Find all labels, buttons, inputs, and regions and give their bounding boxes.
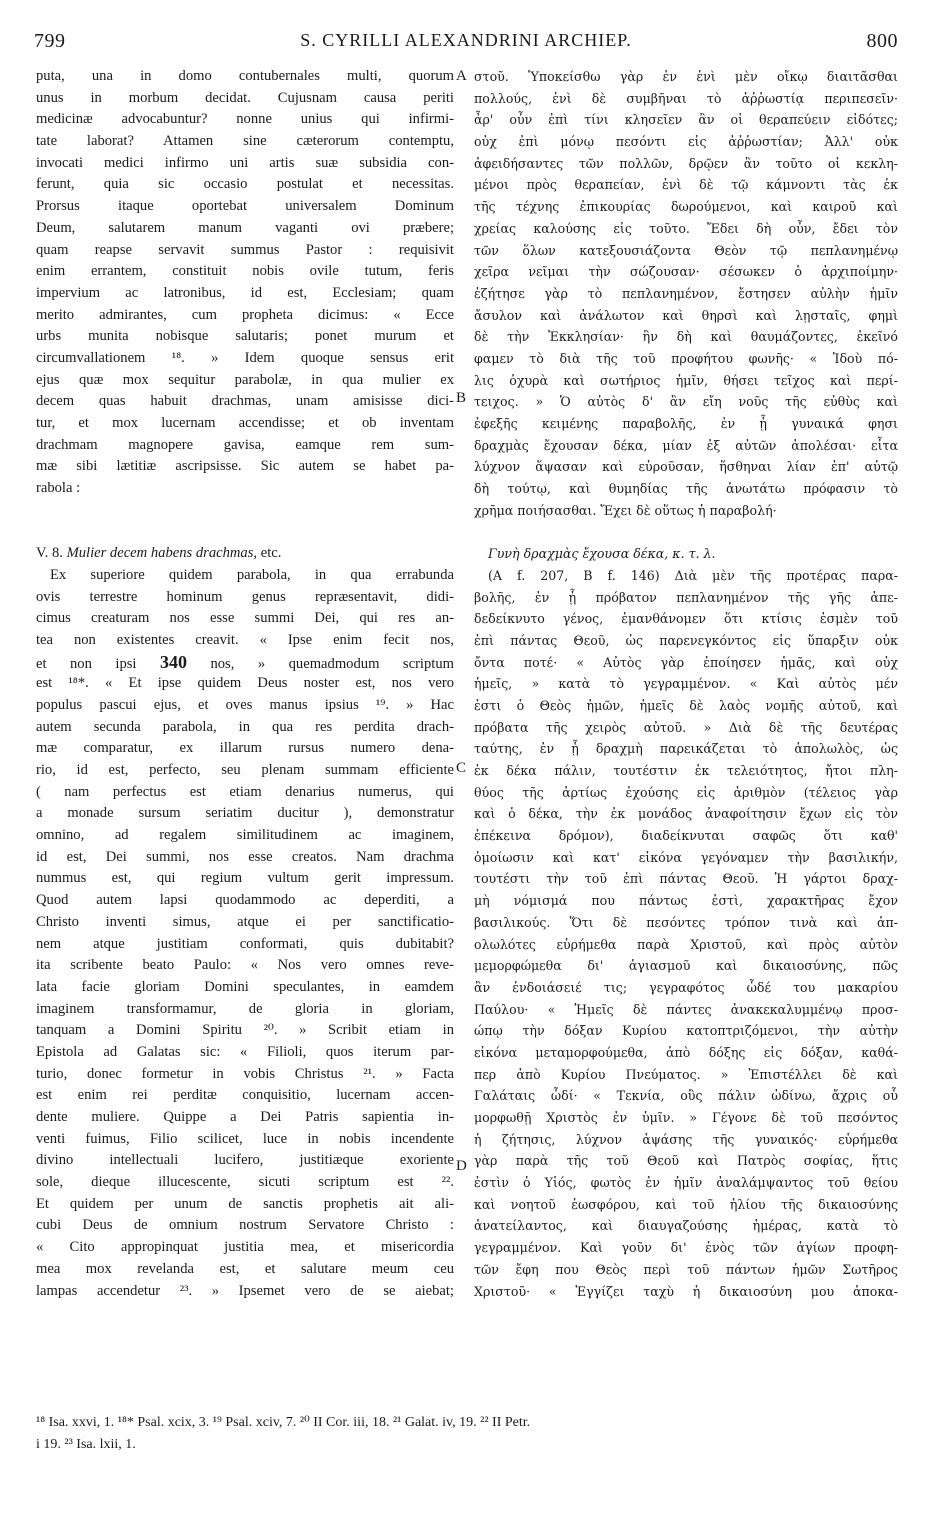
latin-paragraph-1	[36, 66, 454, 500]
text-line: ἀφειδήσαντες τῶν πολλῶν, δρῷεν ἂν τοῦτο οἱ κεκλη-	[474, 155, 898, 171]
text-line: ita scribente beato Paulo: « Nos vero omnes reve-	[36, 957, 454, 974]
text-line: ejus quæ mox sequitur parabolæ, in qua mulier ex	[36, 371, 454, 388]
text-line: λύχνον ἅψασαν καὶ εὑροῦσαν, ἥσθηναι λίαν ἐπ' αὐτῷ	[474, 459, 898, 475]
section-heading-greek: Γυνὴ δραχμὰς ἔχουσα δέκα, κ. τ. λ.	[488, 546, 716, 562]
text-line: id est, Dei summi, nos esse creatos. Nam drachma	[36, 848, 454, 865]
text-line: δὴ τούτῳ, καὶ θυμηδίας τῆς ἀνωτάτω πρόφασιν τὸ	[474, 481, 898, 497]
text-line: ώπῳ τὴν δόξαν Κυρίου κατοπτριζόμενοι, τὴν αὐτὴν	[474, 1023, 898, 1039]
page-number-right: 800	[866, 30, 898, 52]
text-line: ἀνατείλαντος, καὶ διαυγαζούσης ἡμέρας, κατὰ τὸ	[474, 1218, 898, 1234]
text-line: ferunt, quia sic occasio postulat et necessitas.	[36, 176, 454, 193]
text-line: unus in morbum decidat. Cujusnam causa periti	[36, 89, 454, 106]
text-line: venti fuimus, Filio scilicet, luce in nobis incendente	[36, 1130, 454, 1147]
text-line: ἐπὶ πάντας Θεοῦ, ὡς παρενεγκόντος εἰς ὕπαρξιν οὐκ	[474, 632, 898, 648]
text-line: Deum, salutarem manum vaganti ovi præbere;	[36, 219, 454, 236]
text-line: οὐχ ἐπὶ μόνῳ πεσόντι εἰς ἀῤῥωστίαν; Ἀλλ' οὐκ	[474, 134, 898, 150]
text-line: tate laborat? Attamen sine cæterorum contemptu,	[36, 133, 454, 150]
margin-marker-d: D	[456, 1158, 467, 1174]
migne-column-number: 340	[159, 651, 187, 672]
text-line: merito admirantes, cum propheta dicimus: « Ecce	[36, 306, 454, 323]
text-line: dente muliere. Quippe a Dei Patris sapientia in-	[36, 1109, 454, 1125]
text-line: autem secunda parabola, in qua res perdita drach-	[36, 718, 454, 735]
text-line: nem atque justitiam conformati, quis dubitabit?	[36, 935, 454, 952]
text-line: imaginem transformamur, de gloria in gloriam,	[36, 1000, 454, 1017]
text-line: μὴ νόμισμά που πάντως ἐστὶ, χαρακτῆρας ἔχον	[474, 893, 898, 909]
text-line: τῶν ὅλων κατεξουσιάζοντα Θεὸν τῷ πεπλανημένῳ	[474, 242, 898, 258]
text-line: ἐκ δέκα πάλιν, τουτέστιν ἐκ τελειότητος, ἤτοι πλη-	[474, 763, 898, 778]
text-line: ἐστὶν ὁ Υἱός, φωτὸς ἐν ἡμῖν ἀναλάμψαντος τοῦ θείου	[474, 1175, 898, 1191]
text-line: mæ sibi lætitiæ ascripsisse. Sic autem se habet pa-	[36, 458, 454, 475]
text-line: δραχμὰς ἔχουσαν δέκα, μίαν ἐξ αὐτῶν ἀπολέσαι· εἶτα	[474, 437, 898, 453]
text-line: quam reapse servavit summus Pastor : requisivit	[36, 241, 454, 258]
text-line: lata facie gloriam Domini speculantes, in eamdem	[36, 978, 454, 995]
text-line: cimus creaturam nos esse summi Dei, qui res an-	[36, 610, 454, 627]
margin-marker-b: B	[456, 390, 467, 406]
text-line: καὶ νοητοῦ ἑωσφόρου, καὶ τοῦ ἡλίου τῆς δικαιοσύνης	[474, 1196, 898, 1212]
latin-column	[36, 66, 454, 1302]
text-line: Epistola ad Galatas sic: « Filioli, quos iterum par-	[36, 1043, 454, 1060]
text-line: tea non existentes creavit. « Ipse enim fecit nos,	[36, 631, 454, 648]
text-line: μορφωθῇ Χριστὸς ἐν ὑμῖν. » Γέγονε δὲ τοῦ πεσόντος	[474, 1110, 898, 1125]
text-line: εἰκόνα μεταμορφούμεθα, ἀπὸ δόξης εἰς δόξαν, καθά-	[474, 1044, 898, 1060]
page-header	[34, 30, 898, 58]
text-line: decem quas habuit drachmas, unam amisisse dici-	[36, 393, 454, 410]
text-line: invocati medici infirmo uni artis suæ subsidia con-	[36, 154, 454, 171]
text-line: ὄντα ποτέ· « Αὐτὸς γὰρ ἐποίησεν ἡμᾶς, καὶ οὐχ	[474, 654, 898, 670]
text-line: puta, una in domo contubernales multi, quorum	[36, 68, 454, 84]
text-line: rabola :	[36, 480, 81, 497]
text-line: populus pascui ejus, et oves manus ipsius ¹⁹. » Hac	[36, 696, 454, 713]
margin-marker-c: C	[456, 760, 467, 776]
text-line: « Cito appropinquat justitia mea, et misericordia	[36, 1239, 454, 1256]
text-line: βολῆς, ἐν ᾗ πρόβατον πεπλανημένον τῆς γῆς ἀπε-	[474, 589, 898, 605]
text-line: ἐπέκεινα δρόμον), διαδείκνυται σαφῶς ὅτι καθ'	[474, 828, 898, 844]
text-line: Quod autem lapsi quodammodo ac deperditi, a	[36, 892, 454, 909]
footnote-line: ¹⁸ Isa. xxvi, 1. ¹⁸* Psal. xcix, 3. ¹⁹ Psal. xciv, 7. ²⁰ II Cor. iii, 18. ²¹ Galat. iv, 19. ²² II Petr.	[36, 1415, 531, 1430]
text-line: Christo inventi simus, atque ei per sanctificatio-	[36, 913, 454, 930]
text-line: tanquam a Domini Spiritu ²⁰. » Scribit etiam in	[36, 1022, 454, 1039]
text-line: ἆρ' οὖν ἐπὶ τίνι κλησεῖεν ἂν οἱ θεραπεύειν εἰδότες;	[474, 112, 898, 128]
text-line: mæ comparatur, ex illarum rursus numero dena-	[36, 740, 454, 757]
text-line: πολλούς, ἑνὶ δὲ συμβῆναι τὸ ἀῤῥωστίᾳ περιπεσεῖν·	[474, 90, 898, 106]
text-line: ( nam perfectus est etiam denarius numerus, qui	[36, 783, 454, 800]
text-line: enim errantem, constituit nobis ovile tutum, feris	[36, 263, 454, 280]
text-line: rio, id est, perfecto, seu plenam summam efficiente	[36, 762, 454, 778]
text-line: φαμεν τὸ διὰ τῆς τοῦ προφήτου φωνῆς· « Ἰδοὺ πό-	[474, 350, 898, 366]
text-line: ἐστι ὁ Θεὸς ἡμῶν, ἡμεῖς δὲ λαὸς νομῆς αὐτοῦ, καὶ	[474, 697, 898, 713]
text-line: περ ἀπὸ Κυρίου Πνεύματος. » Ἐπιστέλλει δὲ καὶ	[474, 1066, 898, 1082]
text-line: est enim rei perditæ conquisitio, lucernam accen-	[36, 1087, 454, 1104]
text-line: Χριστοῦ· « Ἐγγίζει ταχὺ ἡ δικαιοσύνη μου ἀποκα-	[474, 1283, 898, 1299]
text-line: στοῦ. Ὑποκείσθω γὰρ ἐν ἑνὶ μὲν οἴκῳ διαιτᾶσθαι	[474, 69, 898, 84]
text-line: πρόβατα τῆς χειρὸς αὐτοῦ. » Διὰ δὲ τῆς δευτέρας	[474, 719, 898, 735]
running-title: S. CYRILLI ALEXANDRINI ARCHIEP.	[300, 30, 632, 50]
text-line: μεμορφώμεθα δι' ἁγιασμοῦ καὶ δικαιοσύνης, πῶς	[474, 958, 898, 974]
text-line: a monade sursum seriatim ducitur ), demonstratur	[36, 805, 454, 822]
text-line: ovis terrestre hominum genus repræsentavit, didi-	[36, 588, 454, 605]
text-line: βασιλικούς. Ὅτι δὲ πεσόντες τρόπον τινὰ καὶ ἀπ-	[474, 914, 898, 930]
text-line: ὁμοίωσιν καὶ κατ' εἰκόνα γεγόναμεν τὴν βασιλικήν,	[474, 849, 898, 865]
text-line: καὶ ὁ δέκα, τὴν ἐκ μονάδος ἀναφοίτησιν ἔχων εἰς τὸν	[474, 806, 898, 822]
text-line: turio, donec formetur in vobis Christus ²¹. » Facta	[36, 1065, 454, 1082]
text-line: ολωλότες εὑρήμεθα παρὰ Χριστοῦ, καὶ πρὸς αὐτὸν	[474, 936, 898, 952]
text-line: medicinæ advocabuntur? nonne unius qui infirmi-	[36, 111, 454, 128]
text-line: lampas accendetur ²³. » Ipsemet vero de se aiebat;	[36, 1282, 454, 1299]
text-line: cubi Deus de omnium nostrum Servatore Christo :	[36, 1217, 454, 1234]
text-line: tur, et mox lucernam accendisse; et ob inventam	[36, 415, 454, 431]
text-line: τειχος. » Ὁ αὐτὸς δ' ἂν εἴη νοῦς τῆς εὐθὺς καὶ	[474, 394, 898, 410]
text-line: drachmam magnopere gavisa, eamque rem sum-	[36, 436, 454, 453]
text-line: λις ὀχυρὰ καὶ σωτήριος ἡμῖν, θήσει τεῖχος καὶ περί-	[474, 372, 898, 388]
text-line: δὲ τὴν Ἐκκλησίαν· ἣν δὴ καὶ θαυμάζοντες, ἐκεῖνό	[474, 329, 898, 345]
text-line: ἐζήτησε γὰρ τὸ πεπλανημένον, ἔστησεν αὐλὴν ἡμῖν	[474, 285, 898, 301]
greek-paragraph-1	[474, 66, 898, 521]
text-line: urbs munita nobisque salutaris; ponet murum et	[36, 328, 454, 345]
text-line: χεῖρα νεῖμαι τὴν σώζουσαν· σέσωκεν ὁ ἀρχιποίμην·	[474, 264, 898, 280]
text-line: γεγραμμένον. Καὶ γοῦν δι' ἑνὸς τῶν ἁγίων προφη-	[474, 1240, 898, 1256]
footnotes	[36, 1412, 898, 1456]
text-line: circumvallationem ¹⁸. » Idem quoque sensus erit	[36, 349, 454, 366]
text-line: omnino, ad regalem similitudinem ac imaginem,	[36, 827, 454, 844]
text-line: Et quidem per unum de sanctis prophetis ait ali-	[36, 1195, 454, 1212]
text-line: impervium ac latronibus, id est, Ecclesiam; quam	[36, 284, 454, 301]
text-line: sole, dieque illucescente, sicuti scriptum est ²².	[36, 1174, 454, 1191]
text-line: Γαλάταις ὧδί· « Τεκνία, οὓς πάλιν ὠδίνω, ἄχρις οὗ	[474, 1088, 898, 1104]
text-line: ἡ ζήτησις, λύχνον ἁψάσης τῆς γυναικός· εὑρήμεθα	[474, 1131, 898, 1147]
text-line: τῆς τέχνης ἐπικουρίας δωρούμενοι, καὶ καιροῦ καὶ	[474, 199, 898, 215]
text-line: Παύλου· « Ἡμεῖς δὲ πάντες ἀνακεκαλυμμένῳ προσ-	[474, 1001, 898, 1017]
text-line: nummus est, qui regium vultum gerit impressum.	[36, 870, 454, 887]
text-line: Ex superiore quidem parabola, in qua errabunda	[50, 566, 454, 583]
text-line: (A f. 207, B f. 146) Διὰ μὲν τῆς προτέρας παρα-	[488, 567, 898, 583]
text-line: ἂν ἐνδοιάσειέ τις; γεγραφότος ὧδέ του μακαρίου	[474, 979, 898, 995]
section-heading-latin: V. 8. Mulier decem habens drachmas, etc.	[36, 545, 282, 562]
text-line: τῶν ἔφη που Θεὸς περὶ τοῦ πάντων ἡμῶν Σωτῆρος	[474, 1261, 898, 1277]
text-line: τουτέστι τὴν τοῦ ἐπὶ πάντας Θεοῦ. Ἡ γάρτοι δραχ-	[474, 871, 898, 887]
text-line: χρῆμα ποιήσασθαι. Ἔχει δὲ οὕτως ἡ παραβολή·	[474, 502, 777, 518]
footnote-line: i 19. ²³ Isa. lxii, 1.	[36, 1437, 136, 1452]
text-line: ἐφεξῆς κειμένης παραβολῆς, ἐν ᾗ γυναικά φησι	[474, 416, 898, 431]
text-line: et non ipsi 340 nos, » quemadmodum scriptum	[36, 651, 454, 672]
text-line: δεδείκνυτο γένος, ἐμανθάνομεν ὅτι κτίσις ἐσμὲν τοῦ	[474, 611, 898, 627]
text-line: θύος τῆς ἀρτίως ἐχούσης εἰς ἀριθμὸν (τέλειος γὰρ	[474, 784, 898, 800]
text-line: ταύτης, ἐν ᾗ δραχμὴ παρεικάζεται τὸ ἀπολωλὸς, ὡς	[474, 741, 898, 757]
text-line: μένοι πρὸς θεραπείαν, ἑνὶ δὲ τῷ κάμνοντι τὰς ἐκ	[474, 177, 898, 193]
latin-paragraph-2	[36, 565, 454, 1302]
greek-column	[474, 66, 898, 1302]
text-line: ἡμεῖς, » κατὰ τὸ γεγραμμένον. « Καὶ αὐτὸς μέν	[474, 676, 898, 692]
text-line: χρείας καλούσης εἰς τοῦτο. Ἔδει δὴ οὖν, ἔδει τὸν	[474, 220, 898, 236]
text-line: divino intellectuali lucifero, justitiæque exoriente	[36, 1152, 454, 1169]
text-line: γὰρ παρὰ τῆς τοῦ Θεοῦ καὶ Πατρὸς σοφίας, ἥτις	[474, 1153, 898, 1169]
greek-paragraph-2	[474, 565, 898, 1302]
page-number-left: 799	[34, 30, 66, 52]
text-line: Prorsus itaque oportebat universalem Dominum	[36, 198, 454, 215]
margin-marker-a: A	[456, 68, 467, 84]
text-line: ἄσυλον καὶ ἀνάλωτον καὶ θηρσὶ καὶ λῃσταῖς, φημὶ	[474, 307, 898, 323]
text-line: est ¹⁸*. « Et ipse quidem Deus noster est, nos vero	[36, 675, 454, 692]
text-line: mea mox revelanda est, et salutare meum ceu	[36, 1260, 454, 1277]
